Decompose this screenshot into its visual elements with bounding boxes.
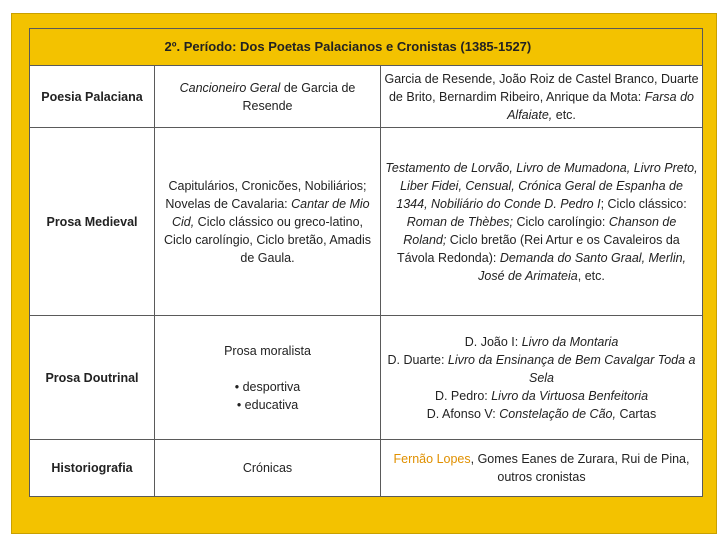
cell-line bbox=[384, 405, 699, 423]
cell-line bbox=[158, 177, 377, 267]
row-right-cell bbox=[381, 316, 703, 440]
text-segment: de Garcia de Resende bbox=[242, 80, 356, 113]
cell-line bbox=[384, 333, 699, 351]
row-mid-cell bbox=[155, 316, 381, 440]
text-segment: D. Afonso V: bbox=[426, 406, 500, 421]
cell-line bbox=[158, 459, 377, 477]
row-right-cell bbox=[381, 440, 703, 497]
row-mid-cell bbox=[155, 128, 381, 316]
text-segment: Capitulários, Cronicões, Nobiliários; Novelas de Cavalaria: bbox=[165, 178, 367, 211]
text-segment: , etc. bbox=[577, 268, 605, 283]
text-segment: , Gomes Eanes de Zurara, Rui de Pina, outros cronistas bbox=[470, 452, 690, 484]
text-segment: Farsa do Alfaiate, bbox=[507, 89, 695, 122]
text-segment: Ciclo carolíngio: bbox=[513, 214, 609, 229]
text-segment: • educativa bbox=[236, 397, 299, 412]
cell-line bbox=[158, 360, 377, 378]
cell-line bbox=[384, 351, 699, 387]
cell-line bbox=[158, 396, 377, 414]
periods-table bbox=[29, 28, 703, 497]
text-segment: ; Ciclo clássico: bbox=[600, 196, 687, 211]
table-title: 2º. Período: Dos Poetas Palacianos e Cronistas (1385-1527) bbox=[155, 29, 703, 66]
cell-line bbox=[384, 70, 699, 124]
cell-line bbox=[384, 450, 699, 486]
text-segment: Chanson de Roland; bbox=[403, 214, 677, 247]
row-label: Prosa Doutrinal bbox=[30, 316, 155, 440]
header-spacer bbox=[30, 29, 155, 66]
row-mid-cell bbox=[155, 440, 381, 497]
text-segment: Cartas bbox=[615, 406, 657, 421]
text-segment: Livro da Ensinança de Bem Cavalgar Toda a Sela bbox=[447, 352, 696, 385]
table-row bbox=[30, 66, 703, 128]
header-row bbox=[30, 29, 703, 66]
text-segment: Ciclo clássico ou greco-latino, Ciclo carolíngio, Ciclo bretão, Amadis de Gaula. bbox=[163, 214, 372, 265]
row-label: Historiografia bbox=[30, 440, 155, 497]
row-label: Poesia Palaciana bbox=[30, 66, 155, 128]
row-mid-cell bbox=[155, 66, 381, 128]
text-segment: Garcia de Resende, João Roiz de Castel Branco, Duarte de Brito, Bernardim Ribeiro, Anrique da Mota: bbox=[384, 71, 699, 104]
text-segment: • desportiva bbox=[234, 379, 301, 394]
text-segment: Prosa moralista bbox=[224, 343, 311, 358]
text-segment: etc. bbox=[552, 107, 576, 122]
text-segment: D. Duarte: bbox=[387, 352, 448, 367]
row-right-cell bbox=[381, 66, 703, 128]
row-right-cell bbox=[381, 128, 703, 316]
cell-line bbox=[158, 342, 377, 360]
text-segment: Cancioneiro Geral bbox=[179, 80, 281, 95]
author-highlight: Fernão Lopes bbox=[393, 452, 471, 466]
text-segment: D. Pedro: bbox=[434, 388, 492, 403]
table-row bbox=[30, 128, 703, 316]
cell-line bbox=[384, 159, 699, 285]
row-label: Prosa Medieval bbox=[30, 128, 155, 316]
text-segment: Demanda do Santo Graal, Merlin, José de Arimateia bbox=[478, 250, 687, 283]
text-segment: Livro da Virtuosa Benfeitoria bbox=[491, 388, 649, 403]
text-segment: Testamento de Lorvão, Livro de Mumadona, Livro Preto, Liber Fidei, Censual, Crónica Geral de Espanha de 1344, Nobiliário do Conde D. Pedro I bbox=[385, 160, 698, 211]
text-segment: Ciclo bretão (Rei Artur e os Cavaleiros da Távola Redonda): bbox=[396, 232, 680, 265]
table-row bbox=[30, 316, 703, 440]
text-segment: Livro da Montaria bbox=[521, 334, 619, 349]
text-segment: Crónicas bbox=[242, 461, 293, 475]
text-segment: Cantar de Mio Cid, bbox=[171, 196, 370, 229]
cell-line bbox=[384, 387, 699, 405]
text-segment: D. João I: bbox=[464, 334, 522, 349]
table-row bbox=[30, 440, 703, 497]
cell-line bbox=[158, 79, 377, 115]
cell-line bbox=[158, 378, 377, 396]
text-segment: Roman de Thèbes; bbox=[406, 214, 513, 229]
text-segment: Constelação de Cão, bbox=[499, 406, 616, 421]
